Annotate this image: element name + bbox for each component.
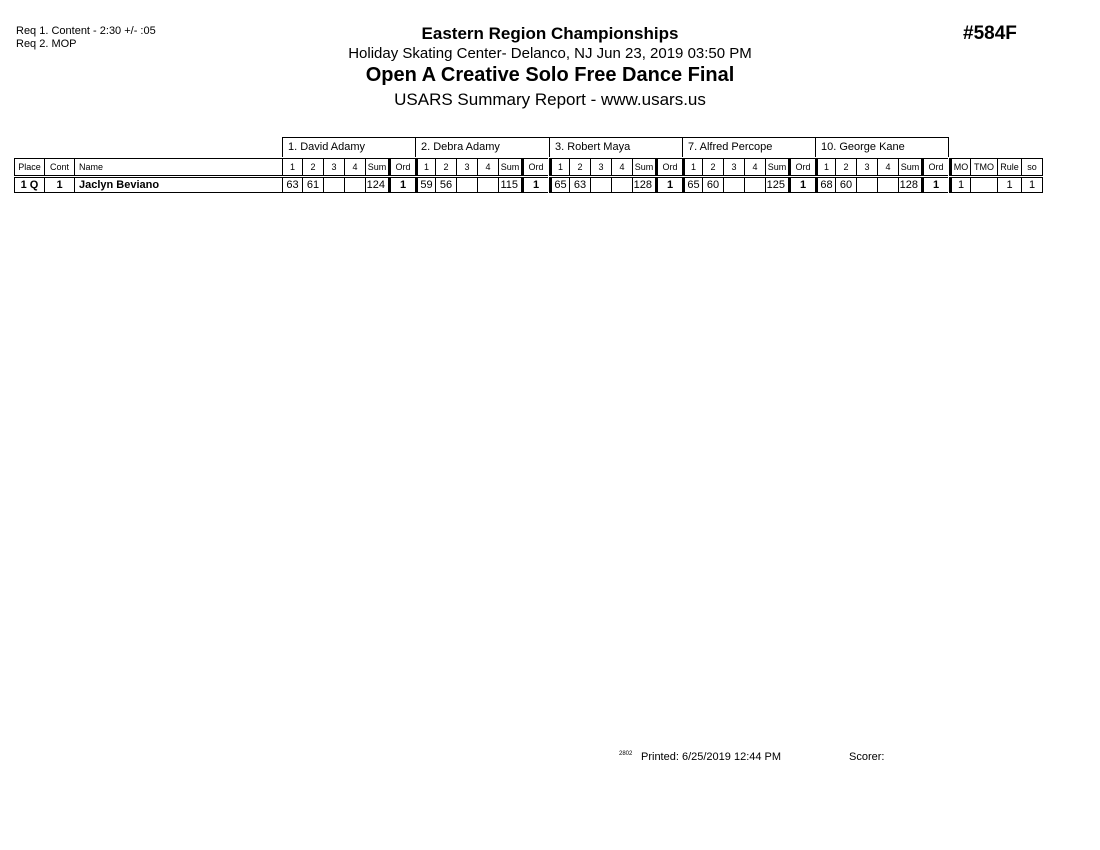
judge-col-header: Sum <box>365 158 388 176</box>
score-3 <box>323 177 344 193</box>
score-4 <box>611 177 632 193</box>
score-2: 60 <box>835 177 856 193</box>
judge-col-header: Sum <box>765 158 788 176</box>
judge-col-header: 4 <box>344 158 365 176</box>
score-2: 61 <box>302 177 323 193</box>
ordinal: 1 <box>655 177 682 193</box>
cont-header: Cont <box>44 158 74 176</box>
score-2: 63 <box>569 177 590 193</box>
score-sum: 128 <box>898 177 921 193</box>
judge-header: 2. Debra Adamy <box>415 137 549 157</box>
score-3 <box>723 177 744 193</box>
scorer-label: Scorer: <box>849 751 885 763</box>
judge-header: 7. Alfred Percope <box>682 137 815 157</box>
score-4 <box>877 177 898 193</box>
name-header: Name <box>74 158 282 176</box>
tail-header: TMO <box>970 158 997 176</box>
score-4 <box>744 177 765 193</box>
tail-cell-rule: 1 <box>997 177 1021 193</box>
skater-name: Jaclyn Beviano <box>74 177 282 193</box>
judge-col-header: 3 <box>723 158 744 176</box>
competition-title: Eastern Region Championships <box>421 24 679 43</box>
score-1: 65 <box>549 177 569 193</box>
judge-col-header: 2 <box>569 158 590 176</box>
requirement-2: Req 2. MOP <box>16 38 77 50</box>
judge-col-header: 4 <box>611 158 632 176</box>
score-1: 68 <box>815 177 835 193</box>
ordinal: 1 <box>388 177 415 193</box>
judge-col-header: 1 <box>549 158 569 176</box>
event-number: #584F <box>963 23 1017 44</box>
score-4 <box>344 177 365 193</box>
ordinal: 1 <box>521 177 548 193</box>
judge-col-header: 2 <box>302 158 323 176</box>
printed-timestamp: Printed: 6/25/2019 12:44 PM <box>641 751 782 763</box>
judge-col-header: 4 <box>477 158 498 176</box>
judge-col-header: 4 <box>744 158 765 176</box>
score-1: 63 <box>282 177 302 193</box>
judge-col-header: 2 <box>835 158 856 176</box>
judge-col-header: Sum <box>632 158 655 176</box>
judge-col-header: 3 <box>323 158 344 176</box>
score-1: 65 <box>682 177 702 193</box>
place-cell: 1 Q <box>14 177 44 193</box>
judge-col-header: 1 <box>415 158 435 176</box>
judge-col-header: Sum <box>498 158 521 176</box>
score-2: 60 <box>702 177 723 193</box>
judge-col-header: 2 <box>702 158 723 176</box>
judge-col-header: Sum <box>898 158 921 176</box>
judge-col-header: 1 <box>682 158 702 176</box>
place-header: Place <box>14 158 44 176</box>
score-1: 59 <box>415 177 435 193</box>
event-name: Open A Creative Solo Free Dance Final <box>365 64 735 86</box>
ordinal: 1 <box>921 177 948 193</box>
report-title: USARS Summary Report - www.usars.us <box>394 90 706 109</box>
tail-cell-mo: 1 <box>949 177 970 193</box>
venue-date: Holiday Skating Center- Delanco, NJ Jun 23, 2019 03:50 PM <box>348 45 752 62</box>
tail-cell-tmo <box>970 177 997 193</box>
judge-header: 1. David Adamy <box>282 137 415 157</box>
score-3 <box>856 177 877 193</box>
judge-col-header: 3 <box>856 158 877 176</box>
judge-col-header: Ord <box>388 158 415 176</box>
tail-header: MO <box>949 158 970 176</box>
judge-col-header: 2 <box>435 158 456 176</box>
score-4 <box>477 177 498 193</box>
judge-col-header: 4 <box>877 158 898 176</box>
score-3 <box>590 177 611 193</box>
ordinal: 1 <box>788 177 815 193</box>
report-code: 2802 <box>619 751 633 757</box>
requirement-1: Req 1. Content - 2:30 +/- :05 <box>16 25 156 37</box>
score-sum: 124 <box>365 177 388 193</box>
judge-col-header: Ord <box>921 158 948 176</box>
judge-col-header: 1 <box>282 158 302 176</box>
score-sum: 125 <box>765 177 788 193</box>
tail-header: Rule <box>997 158 1021 176</box>
tail-cell-so: 1 <box>1021 177 1043 193</box>
judge-header: 10. George Kane <box>815 137 949 157</box>
judge-header: 3. Robert Maya <box>549 137 682 157</box>
score-sum: 115 <box>498 177 521 193</box>
score-sum: 128 <box>632 177 655 193</box>
score-3 <box>456 177 477 193</box>
tail-header: so <box>1021 158 1043 176</box>
judge-col-header: 3 <box>590 158 611 176</box>
judge-col-header: Ord <box>788 158 815 176</box>
judge-col-header: 3 <box>456 158 477 176</box>
judge-col-header: 1 <box>815 158 835 176</box>
judge-col-header: Ord <box>521 158 548 176</box>
judge-col-header: Ord <box>655 158 682 176</box>
score-2: 56 <box>435 177 456 193</box>
cont-cell: 1 <box>44 177 74 193</box>
